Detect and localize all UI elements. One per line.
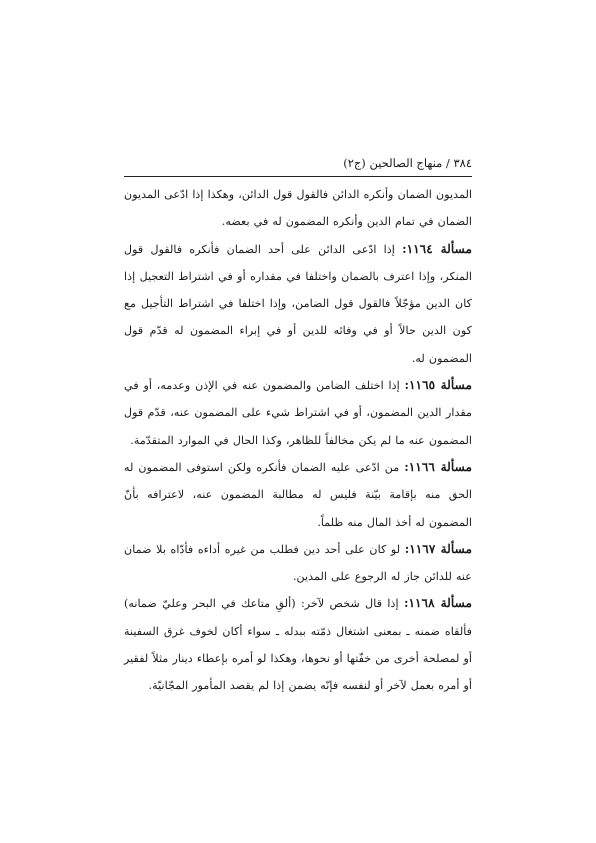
paragraph-text: إذا قال شخص لآخر: (ألقِ متاعك في البحر وعليّ ضمانه) فألقاه ضمنه ـ بمعنى اشتغال ذمّته ببدله ـ سواء أكان لخوف غرق السفينة أو لمصلحة أخرى من خفّتها أو نحوها، وهكذا لو أمره بإعطاء دينار مثلاً لفقير أو أمره بعمل لآخر أو لنفسه فإنّه يضمن إذا لم يقصد المأمور المجّانيّة. <box>124 597 472 693</box>
issue-1164 <box>124 236 472 372</box>
page-number-and-book-title: ٣٨٤ / منهاج الصالحين (ج٢) <box>343 156 472 170</box>
issue-label: مسألة ١١٦٤: <box>402 241 472 256</box>
paragraph-text: المديون الضمان وأنكره الدائن فالقول قول الدائن، وهكذا إذا ادّعى المديون الضمان في تمام الدين وأنكره المضمون له في بعضه. <box>124 188 472 229</box>
issue-1167 <box>124 536 472 591</box>
issue-1166 <box>124 454 472 536</box>
issue-label: مسألة ١١٦٦: <box>404 459 472 474</box>
running-header <box>124 152 472 174</box>
paragraph-continuation <box>124 181 472 236</box>
issue-label: مسألة ١١٦٨: <box>403 596 473 611</box>
issue-1168 <box>124 590 472 699</box>
issue-label: مسألة ١١٦٧: <box>404 541 473 556</box>
paragraph-text: إذا اختلف الضامن والمضمون عنه في الإذن وعدمه، أو في مقدار الدين المضمون، أو في اشتراط شيء على المضمون عنه، قدّم قول المضمون عنه ما لم يكن مخالفاً للظاهر، وكذا الحال في الموارد المتقدّمة. <box>124 379 472 447</box>
header-divider <box>124 176 472 177</box>
issue-1165 <box>124 372 472 454</box>
paragraph-text: من ادّعى عليه الضمان فأنكره ولكن استوفى المضمون له الحق منه بإقامة بيّنة فليس له مطالبة المضمون عنه، لاعترافه بأنّ المضمون له أخذ المال منه ظلماً. <box>124 460 472 529</box>
paragraph-text: إذا ادّعى الدائن على أحد الضمان فأنكره فالقول قول المنكر، وإذا اعترف بالضمان واختلفا في مقداره أو في اشتراط التعجيل إذا كان الدين مؤجّلاً فالقول قول الضامن، وإذا اختلفا في اشتراط التأجيل مع كون الدين حالاً أو في وفائه للدين أو في إبراء المضمون له قدّم قول المضمون له. <box>124 242 472 365</box>
page-body <box>124 181 472 700</box>
issue-label: مسألة ١١٦٥: <box>404 378 472 393</box>
paragraph-text: لو كان على أحد دين فطلب من غيره أداءه فأدّاه بلا ضمان عنه للدائن جاز له الرجوع على المدين. <box>124 542 472 584</box>
